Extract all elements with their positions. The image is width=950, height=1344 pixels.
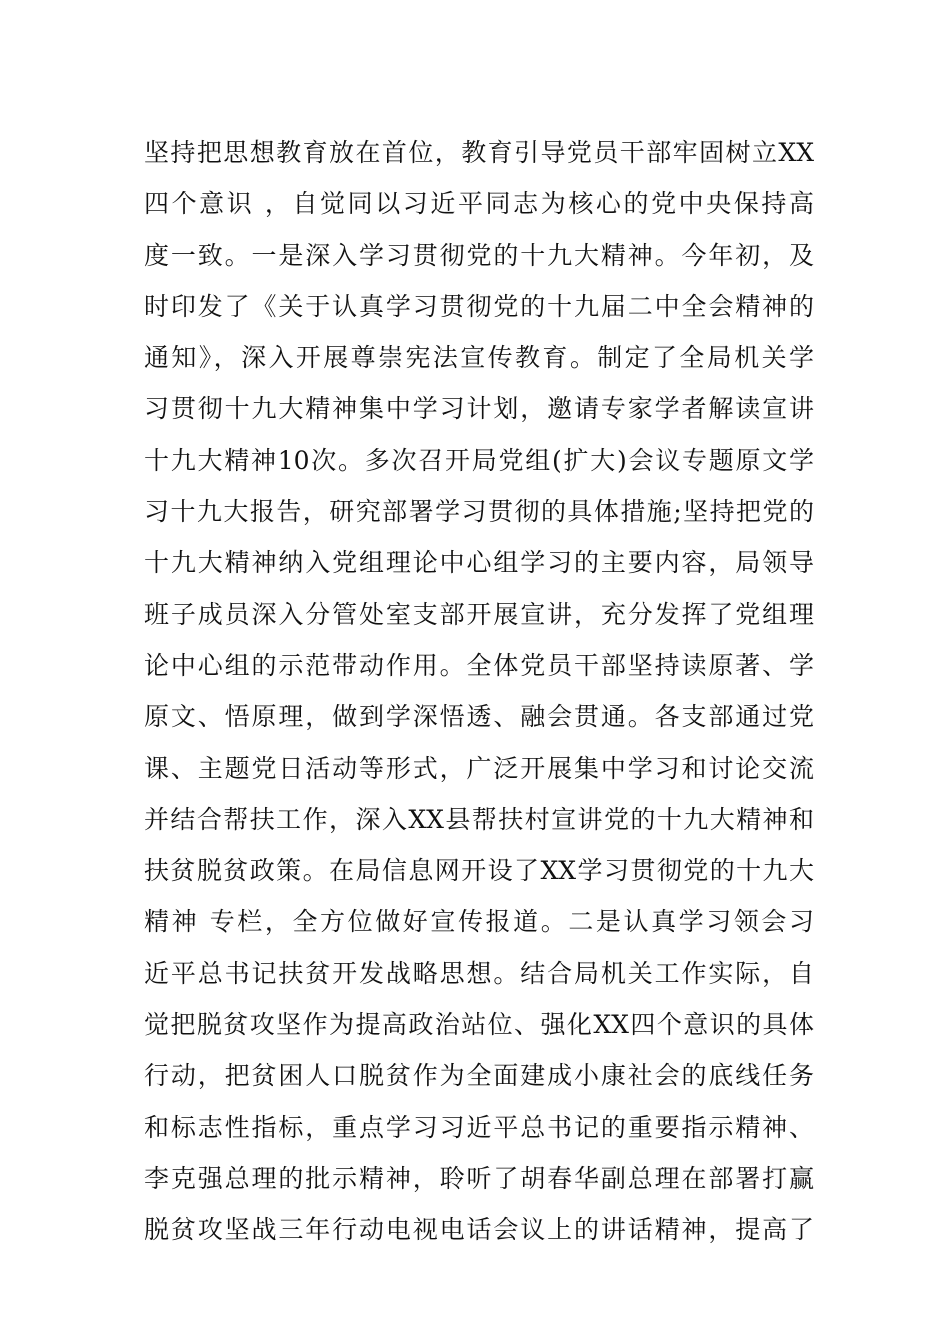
text-line: 坚持把思想教育放在首位，教育引导党员干部牢固树立XX	[144, 138, 814, 167]
text-line: 原文、悟原理，做到学深悟透、融会贯通。各支部通过党	[144, 702, 814, 732]
text-line: 班子成员深入分管处室支部开展宣讲，充分发挥了党组理	[144, 599, 814, 629]
text-line: 脱贫攻坚战三年行动电视电话会议上的讲话精神，提高了	[144, 1215, 814, 1245]
text-line: 四个意识 ，自觉同以习近平同志为核心的党中央保持高	[144, 189, 814, 219]
text-line: 十九大精神纳入党组理论中心组学习的主要内容，局领导	[144, 548, 814, 578]
text-line: 精神 专栏，全方位做好宣传报道。二是认真学习领会习	[144, 907, 814, 937]
text-line: 习贯彻十九大精神集中学习计划，邀请专家学者解读宣讲	[144, 394, 814, 424]
text-line: 习十九大报告，研究部署学习贯彻的具体措施;坚持把党的	[144, 497, 814, 527]
text-line: 行动，把贫困人口脱贫作为全面建成小康社会的底线任务	[144, 1061, 814, 1091]
text-line: 近平总书记扶贫开发战略思想。结合局机关工作实际，自	[144, 958, 814, 988]
text-line: 论中心组的示范带动作用。全体党员干部坚持读原著、学	[144, 650, 814, 680]
text-line: 觉把脱贫攻坚作为提高政治站位、强化XX四个意识的具体	[144, 1010, 814, 1040]
text-line: 和标志性指标，重点学习习近平总书记的重要指示精神、	[144, 1112, 814, 1142]
text-line: 度一致。一是深入学习贯彻党的十九大精神。今年初，及	[144, 240, 814, 270]
text-line: 通知》，深入开展尊崇宪法宣传教育。制定了全局机关学	[144, 343, 814, 373]
text-line: 扶贫脱贫政策。在局信息网开设了XX学习贯彻党的十九大	[144, 856, 814, 886]
text-line: 时印发了《关于认真学习贯彻党的十九届二中全会精神的	[144, 291, 814, 321]
text-line: 课、主题党日活动等形式，广泛开展集中学习和讨论交流	[144, 753, 814, 783]
text-line: 十九大精神10次。多次召开局党组(扩大)会议专题原文学	[144, 445, 814, 475]
body-paragraph	[144, 127, 814, 1256]
text-line: 并结合帮扶工作，深入XX县帮扶村宣讲党的十九大精神和	[144, 804, 814, 834]
text-line: 李克强总理的批示精神，聆听了胡春华副总理在部署打赢	[144, 1163, 814, 1193]
